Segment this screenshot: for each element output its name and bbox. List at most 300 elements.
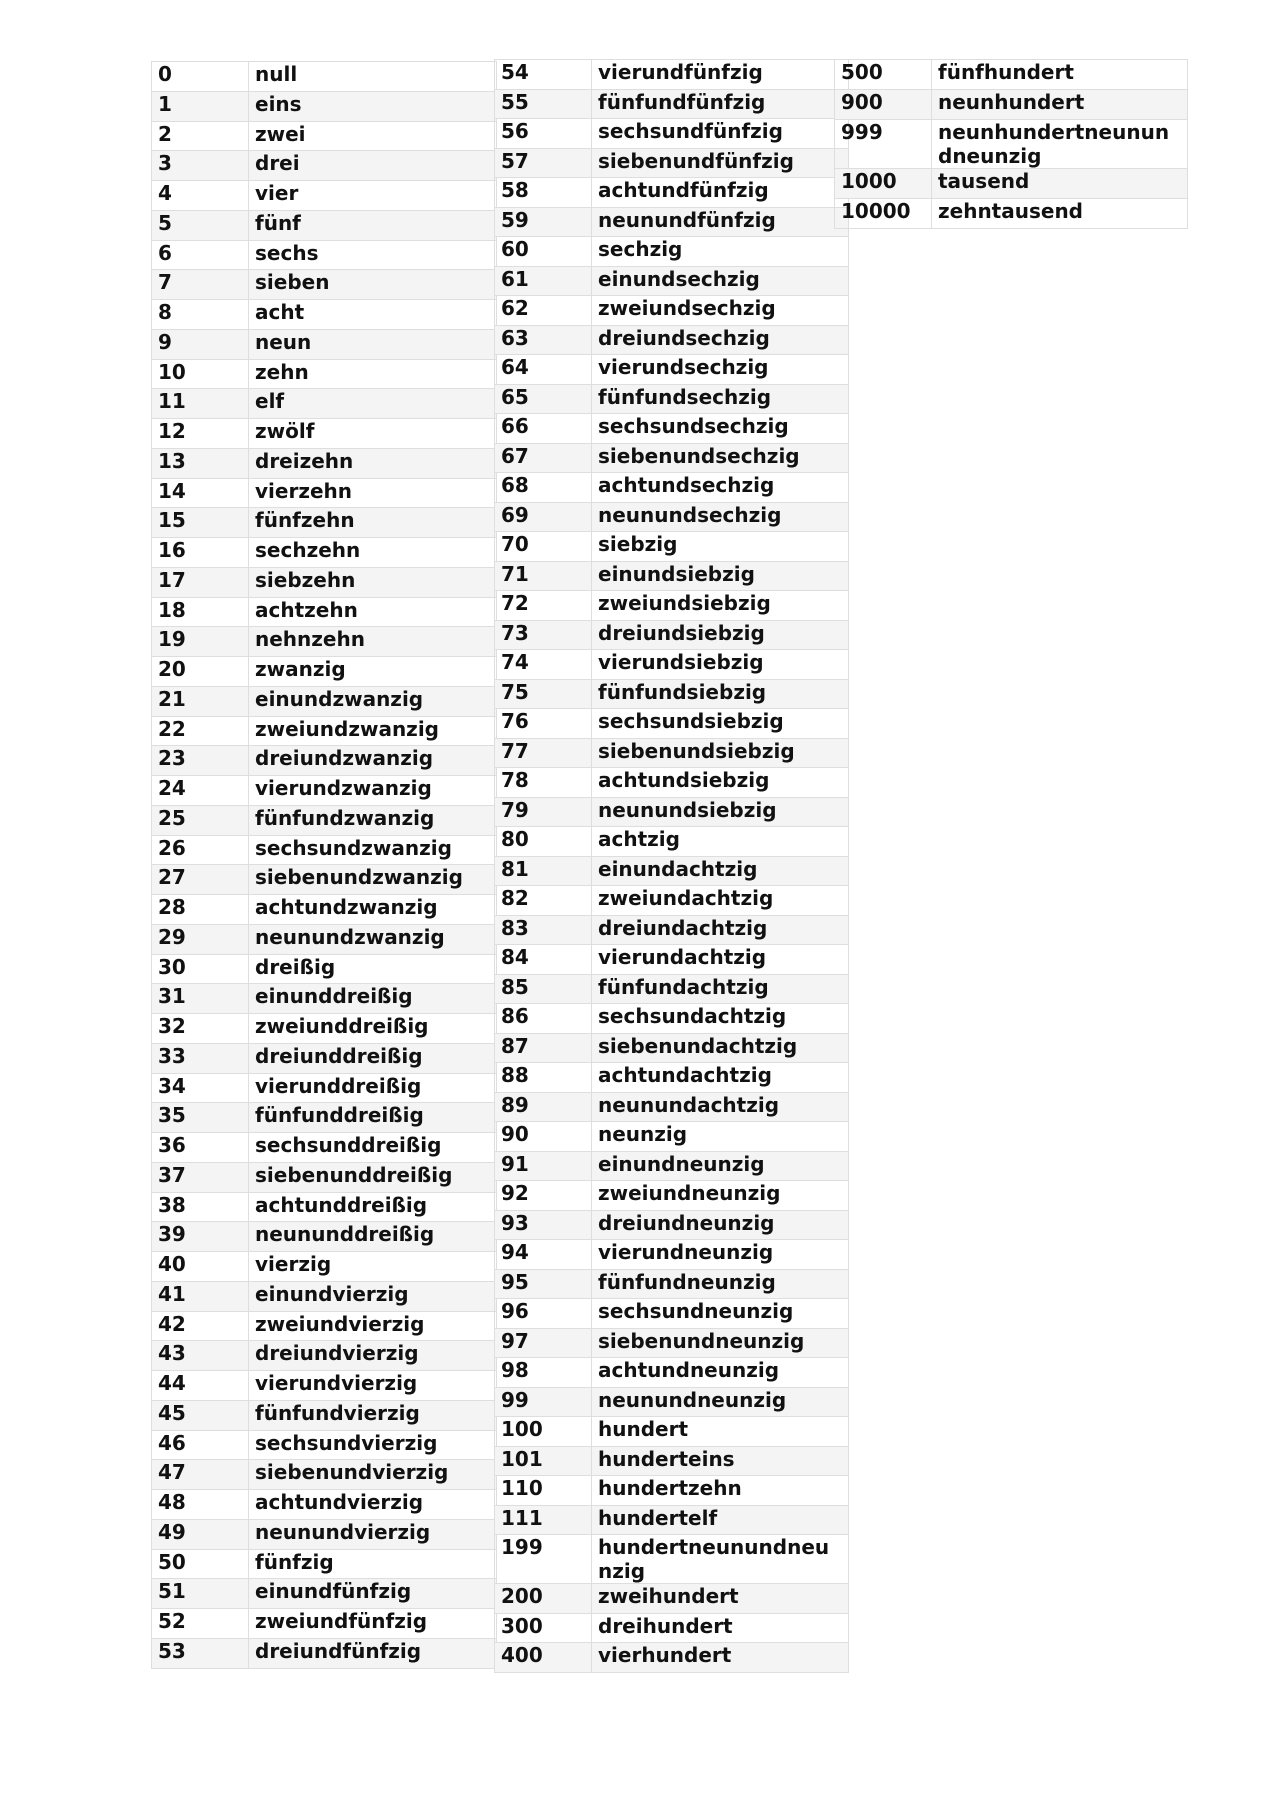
table-row xyxy=(152,776,497,806)
word-cell: sieben xyxy=(249,270,497,300)
table-row xyxy=(835,169,1188,199)
number-cell: 101 xyxy=(495,1446,592,1476)
table-row xyxy=(495,1613,849,1643)
word-cell: dreiundsechzig xyxy=(592,325,849,355)
word-cell: neunundneunzig xyxy=(592,1387,849,1417)
word-cell: fünfzig xyxy=(249,1549,497,1579)
table-row xyxy=(152,1014,497,1044)
number-cell: 37 xyxy=(152,1162,249,1192)
table-row xyxy=(495,266,849,296)
number-cell: 7 xyxy=(152,270,249,300)
word-cell: neunundsechzig xyxy=(592,502,849,532)
number-cell: 81 xyxy=(495,856,592,886)
word-cell: dreiundzwanzig xyxy=(249,746,497,776)
number-cell: 71 xyxy=(495,561,592,591)
word-cell: vierundachtzig xyxy=(592,945,849,975)
table-row xyxy=(152,984,497,1014)
number-cell: 92 xyxy=(495,1181,592,1211)
word-cell: sechsundneunzig xyxy=(592,1299,849,1329)
table-row xyxy=(495,237,849,267)
number-cell: 98 xyxy=(495,1358,592,1388)
number-cell: 31 xyxy=(152,984,249,1014)
number-cell: 73 xyxy=(495,620,592,650)
word-cell: fünfundsiebzig xyxy=(592,679,849,709)
number-cell: 22 xyxy=(152,716,249,746)
word-cell: siebenundzwanzig xyxy=(249,865,497,895)
number-cell: 900 xyxy=(835,90,932,120)
table-row xyxy=(495,1181,849,1211)
word-cell: sechsundsiebzig xyxy=(592,709,849,739)
word-cell: hunderteins xyxy=(592,1446,849,1476)
number-cell: 33 xyxy=(152,1043,249,1073)
number-cell: 46 xyxy=(152,1430,249,1460)
number-cell: 52 xyxy=(152,1609,249,1639)
word-cell: dreiundneunzig xyxy=(592,1210,849,1240)
number-cell: 42 xyxy=(152,1311,249,1341)
table-row xyxy=(495,384,849,414)
number-cell: 72 xyxy=(495,591,592,621)
table-row xyxy=(152,1281,497,1311)
number-cell: 65 xyxy=(495,384,592,414)
table-row xyxy=(495,797,849,827)
word-cell: neununddreißig xyxy=(249,1222,497,1252)
table-row xyxy=(495,1505,849,1535)
word-cell: fünfundfünfzig xyxy=(592,89,849,119)
number-cell: 79 xyxy=(495,797,592,827)
table-row xyxy=(495,443,849,473)
word-cell: neunhundertneunundneunzig xyxy=(932,120,1188,169)
table-row xyxy=(495,473,849,503)
table-row xyxy=(495,60,849,90)
number-cell: 47 xyxy=(152,1460,249,1490)
number-cell: 64 xyxy=(495,355,592,385)
word-cell: fünfundsechzig xyxy=(592,384,849,414)
table-row xyxy=(835,60,1188,90)
number-cell: 87 xyxy=(495,1033,592,1063)
number-cell: 85 xyxy=(495,974,592,1004)
word-cell: eins xyxy=(249,91,497,121)
table-row xyxy=(495,1240,849,1270)
word-cell: siebenundvierzig xyxy=(249,1460,497,1490)
word-cell: einundzwanzig xyxy=(249,686,497,716)
table-row xyxy=(152,895,497,925)
number-cell: 8 xyxy=(152,300,249,330)
table-row xyxy=(495,1328,849,1358)
table-row xyxy=(152,865,497,895)
table-row xyxy=(495,1092,849,1122)
number-cell: 2 xyxy=(152,121,249,151)
number-cell: 60 xyxy=(495,237,592,267)
word-cell: sechsundfünfzig xyxy=(592,119,849,149)
word-cell: dreißig xyxy=(249,954,497,984)
number-cell: 9 xyxy=(152,329,249,359)
number-cell: 80 xyxy=(495,827,592,857)
number-cell: 20 xyxy=(152,657,249,687)
table-row xyxy=(495,679,849,709)
number-cell: 24 xyxy=(152,776,249,806)
table-row xyxy=(495,620,849,650)
word-cell: zwölf xyxy=(249,419,497,449)
table-row xyxy=(152,419,497,449)
number-cell: 17 xyxy=(152,567,249,597)
table-row xyxy=(495,1476,849,1506)
word-cell: einundfünfzig xyxy=(249,1579,497,1609)
number-cell: 68 xyxy=(495,473,592,503)
word-cell: fünf xyxy=(249,210,497,240)
word-cell: vierzehn xyxy=(249,478,497,508)
table-row xyxy=(152,746,497,776)
word-cell: achtundvierzig xyxy=(249,1490,497,1520)
word-cell: dreiunddreißig xyxy=(249,1043,497,1073)
table-row xyxy=(495,768,849,798)
table-row xyxy=(152,181,497,211)
word-cell: achtundfünfzig xyxy=(592,178,849,208)
table-row xyxy=(495,1417,849,1447)
number-cell: 27 xyxy=(152,865,249,895)
number-cell: 28 xyxy=(152,895,249,925)
word-cell: drei xyxy=(249,151,497,181)
table-row xyxy=(152,1519,497,1549)
number-cell: 95 xyxy=(495,1269,592,1299)
number-cell: 76 xyxy=(495,709,592,739)
number-cell: 69 xyxy=(495,502,592,532)
number-cell: 300 xyxy=(495,1613,592,1643)
word-cell: siebenundfünfzig xyxy=(592,148,849,178)
word-cell: zweiundvierzig xyxy=(249,1311,497,1341)
number-cell: 12 xyxy=(152,419,249,449)
number-cell: 48 xyxy=(152,1490,249,1520)
word-cell: hundertzehn xyxy=(592,1476,849,1506)
number-cell: 83 xyxy=(495,915,592,945)
table-row xyxy=(495,532,849,562)
table-row xyxy=(152,716,497,746)
number-cell: 400 xyxy=(495,1643,592,1673)
word-cell: zwei xyxy=(249,121,497,151)
table-row xyxy=(152,954,497,984)
word-cell: einundsiebzig xyxy=(592,561,849,591)
word-cell: siebzehn xyxy=(249,567,497,597)
table-row xyxy=(495,974,849,1004)
number-cell: 15 xyxy=(152,508,249,538)
number-cell: 59 xyxy=(495,207,592,237)
number-cell: 23 xyxy=(152,746,249,776)
table-row xyxy=(152,1103,497,1133)
table-row xyxy=(152,1192,497,1222)
table-row xyxy=(152,329,497,359)
table-row xyxy=(152,1638,497,1668)
word-cell: fünfundvierzig xyxy=(249,1400,497,1430)
word-cell: zweiundfünfzig xyxy=(249,1609,497,1639)
number-cell: 200 xyxy=(495,1584,592,1614)
number-cell: 67 xyxy=(495,443,592,473)
number-cell: 53 xyxy=(152,1638,249,1668)
number-cell: 97 xyxy=(495,1328,592,1358)
number-cell: 88 xyxy=(495,1063,592,1093)
number-cell: 57 xyxy=(495,148,592,178)
table-row xyxy=(152,508,497,538)
number-cell: 66 xyxy=(495,414,592,444)
word-cell: sechzig xyxy=(592,237,849,267)
word-cell: sechs xyxy=(249,240,497,270)
number-cell: 41 xyxy=(152,1281,249,1311)
word-cell: achtundsechzig xyxy=(592,473,849,503)
table-row xyxy=(152,1579,497,1609)
table-row xyxy=(152,1222,497,1252)
word-cell: sechsundvierzig xyxy=(249,1430,497,1460)
table-row xyxy=(152,62,497,92)
word-cell: elf xyxy=(249,389,497,419)
number-cell: 999 xyxy=(835,120,932,169)
word-cell: einundneunzig xyxy=(592,1151,849,1181)
word-cell: siebzig xyxy=(592,532,849,562)
table-row xyxy=(152,448,497,478)
number-table-column-3 xyxy=(834,59,1188,229)
word-cell: vierundzwanzig xyxy=(249,776,497,806)
word-cell: hundert xyxy=(592,1417,849,1447)
word-cell: fünfundachtzig xyxy=(592,974,849,1004)
word-cell: neunundachtzig xyxy=(592,1092,849,1122)
word-cell: nehnzehn xyxy=(249,627,497,657)
word-cell: fünfzehn xyxy=(249,508,497,538)
number-cell: 63 xyxy=(495,325,592,355)
number-cell: 111 xyxy=(495,1505,592,1535)
word-cell: neunzig xyxy=(592,1122,849,1152)
word-cell: tausend xyxy=(932,169,1188,199)
word-cell: neunundzwanzig xyxy=(249,924,497,954)
word-cell: fünfhundert xyxy=(932,60,1188,90)
table-row xyxy=(152,1490,497,1520)
table-row xyxy=(152,1073,497,1103)
number-cell: 6 xyxy=(152,240,249,270)
number-cell: 86 xyxy=(495,1004,592,1034)
table-row xyxy=(495,1535,849,1584)
word-cell: achtzig xyxy=(592,827,849,857)
table-row xyxy=(152,121,497,151)
number-cell: 500 xyxy=(835,60,932,90)
table-row xyxy=(152,91,497,121)
table-row xyxy=(495,1269,849,1299)
table-row xyxy=(152,538,497,568)
table-row xyxy=(495,915,849,945)
table-row xyxy=(152,1609,497,1639)
number-cell: 54 xyxy=(495,60,592,90)
word-cell: neunundfünfzig xyxy=(592,207,849,237)
word-cell: achtzehn xyxy=(249,597,497,627)
word-cell: fünfunddreißig xyxy=(249,1103,497,1133)
table-row xyxy=(495,561,849,591)
word-cell: siebenundsiebzig xyxy=(592,738,849,768)
table-row xyxy=(152,1371,497,1401)
table-row xyxy=(495,1004,849,1034)
table-row xyxy=(495,1151,849,1181)
word-cell: neunhundert xyxy=(932,90,1188,120)
table-row xyxy=(495,1063,849,1093)
table-row xyxy=(495,856,849,886)
table-row xyxy=(152,1252,497,1282)
word-cell: achtundsiebzig xyxy=(592,768,849,798)
number-cell: 19 xyxy=(152,627,249,657)
table-row xyxy=(495,1033,849,1063)
word-cell: fünfundzwanzig xyxy=(249,805,497,835)
number-cell: 21 xyxy=(152,686,249,716)
table-row xyxy=(152,567,497,597)
number-table-column-2 xyxy=(494,59,849,1673)
word-cell: vierzig xyxy=(249,1252,497,1282)
word-cell: acht xyxy=(249,300,497,330)
word-cell: vierundvierzig xyxy=(249,1371,497,1401)
word-cell: vierundsiebzig xyxy=(592,650,849,680)
number-table-column-1 xyxy=(151,61,497,1669)
word-cell: achtundachtzig xyxy=(592,1063,849,1093)
table-row xyxy=(495,1446,849,1476)
word-cell: neun xyxy=(249,329,497,359)
table-row xyxy=(152,359,497,389)
number-cell: 0 xyxy=(152,62,249,92)
word-cell: vierhundert xyxy=(592,1643,849,1673)
number-cell: 62 xyxy=(495,296,592,326)
number-cell: 96 xyxy=(495,1299,592,1329)
word-cell: achtunddreißig xyxy=(249,1192,497,1222)
number-cell: 18 xyxy=(152,597,249,627)
table-row xyxy=(835,120,1188,169)
word-cell: vierundfünfzig xyxy=(592,60,849,90)
number-cell: 34 xyxy=(152,1073,249,1103)
number-cell: 100 xyxy=(495,1417,592,1447)
number-cell: 78 xyxy=(495,768,592,798)
number-cell: 10 xyxy=(152,359,249,389)
table-row xyxy=(495,709,849,739)
table-row xyxy=(152,1311,497,1341)
word-cell: hundertneunundneunzig xyxy=(592,1535,849,1584)
number-cell: 26 xyxy=(152,835,249,865)
word-cell: dreiundachtzig xyxy=(592,915,849,945)
word-cell: fünfundneunzig xyxy=(592,1269,849,1299)
number-cell: 75 xyxy=(495,679,592,709)
number-cell: 55 xyxy=(495,89,592,119)
number-cell: 89 xyxy=(495,1092,592,1122)
number-cell: 10000 xyxy=(835,199,932,229)
number-cell: 39 xyxy=(152,1222,249,1252)
number-cell: 29 xyxy=(152,924,249,954)
table-row xyxy=(152,805,497,835)
table-row xyxy=(152,210,497,240)
table-row xyxy=(495,89,849,119)
word-cell: siebenundachtzig xyxy=(592,1033,849,1063)
word-cell: sechsunddreißig xyxy=(249,1133,497,1163)
word-cell: sechsundsechzig xyxy=(592,414,849,444)
word-cell: dreiundvierzig xyxy=(249,1341,497,1371)
word-cell: siebenundsechzig xyxy=(592,443,849,473)
word-cell: sechsundzwanzig xyxy=(249,835,497,865)
word-cell: sechsundachtzig xyxy=(592,1004,849,1034)
table-row xyxy=(152,657,497,687)
word-cell: zweiundneunzig xyxy=(592,1181,849,1211)
table-row xyxy=(495,1210,849,1240)
number-cell: 91 xyxy=(495,1151,592,1181)
word-cell: zehn xyxy=(249,359,497,389)
table-row xyxy=(152,686,497,716)
number-cell: 61 xyxy=(495,266,592,296)
number-cell: 11 xyxy=(152,389,249,419)
number-cell: 32 xyxy=(152,1014,249,1044)
number-cell: 50 xyxy=(152,1549,249,1579)
number-cell: 56 xyxy=(495,119,592,149)
number-cell: 99 xyxy=(495,1387,592,1417)
word-cell: vierundneunzig xyxy=(592,1240,849,1270)
word-cell: dreiundfünfzig xyxy=(249,1638,497,1668)
table-row xyxy=(152,240,497,270)
number-cell: 110 xyxy=(495,1476,592,1506)
table-row xyxy=(495,1387,849,1417)
table-row xyxy=(495,1122,849,1152)
number-cell: 4 xyxy=(152,181,249,211)
number-cell: 45 xyxy=(152,1400,249,1430)
number-cell: 30 xyxy=(152,954,249,984)
word-cell: zehntausend xyxy=(932,199,1188,229)
word-cell: zwanzig xyxy=(249,657,497,687)
table-row xyxy=(495,148,849,178)
number-cell: 93 xyxy=(495,1210,592,1240)
table-row xyxy=(495,650,849,680)
number-cell: 40 xyxy=(152,1252,249,1282)
word-cell: neunundsiebzig xyxy=(592,797,849,827)
table-row xyxy=(152,270,497,300)
table-row xyxy=(152,389,497,419)
number-cell: 35 xyxy=(152,1103,249,1133)
table-row xyxy=(495,178,849,208)
number-cell: 70 xyxy=(495,532,592,562)
table-row xyxy=(152,597,497,627)
table-row xyxy=(495,325,849,355)
word-cell: hundertelf xyxy=(592,1505,849,1535)
table-row xyxy=(152,1341,497,1371)
number-cell: 82 xyxy=(495,886,592,916)
table-row xyxy=(495,119,849,149)
word-cell: vierundsechzig xyxy=(592,355,849,385)
word-cell: neunundvierzig xyxy=(249,1519,497,1549)
number-cell: 1 xyxy=(152,91,249,121)
table-row xyxy=(152,1043,497,1073)
word-cell: zweiundsechzig xyxy=(592,296,849,326)
number-cell: 36 xyxy=(152,1133,249,1163)
word-cell: dreihundert xyxy=(592,1613,849,1643)
table-row xyxy=(152,300,497,330)
table-row xyxy=(152,1133,497,1163)
table-row xyxy=(495,296,849,326)
word-cell: sechzehn xyxy=(249,538,497,568)
table-row xyxy=(495,414,849,444)
number-cell: 16 xyxy=(152,538,249,568)
word-cell: zweiundachtzig xyxy=(592,886,849,916)
word-cell: achtundzwanzig xyxy=(249,895,497,925)
number-cell: 14 xyxy=(152,478,249,508)
word-cell: einundsechzig xyxy=(592,266,849,296)
table-row xyxy=(152,1460,497,1490)
word-cell: einunddreißig xyxy=(249,984,497,1014)
table-row xyxy=(152,1400,497,1430)
number-cell: 94 xyxy=(495,1240,592,1270)
table-row xyxy=(152,1162,497,1192)
table-row xyxy=(152,835,497,865)
word-cell: einundachtzig xyxy=(592,856,849,886)
number-cell: 43 xyxy=(152,1341,249,1371)
number-cell: 25 xyxy=(152,805,249,835)
word-cell: zweiunddreißig xyxy=(249,1014,497,1044)
word-cell: einundvierzig xyxy=(249,1281,497,1311)
number-cell: 38 xyxy=(152,1192,249,1222)
table-row xyxy=(152,1549,497,1579)
table-row xyxy=(495,827,849,857)
